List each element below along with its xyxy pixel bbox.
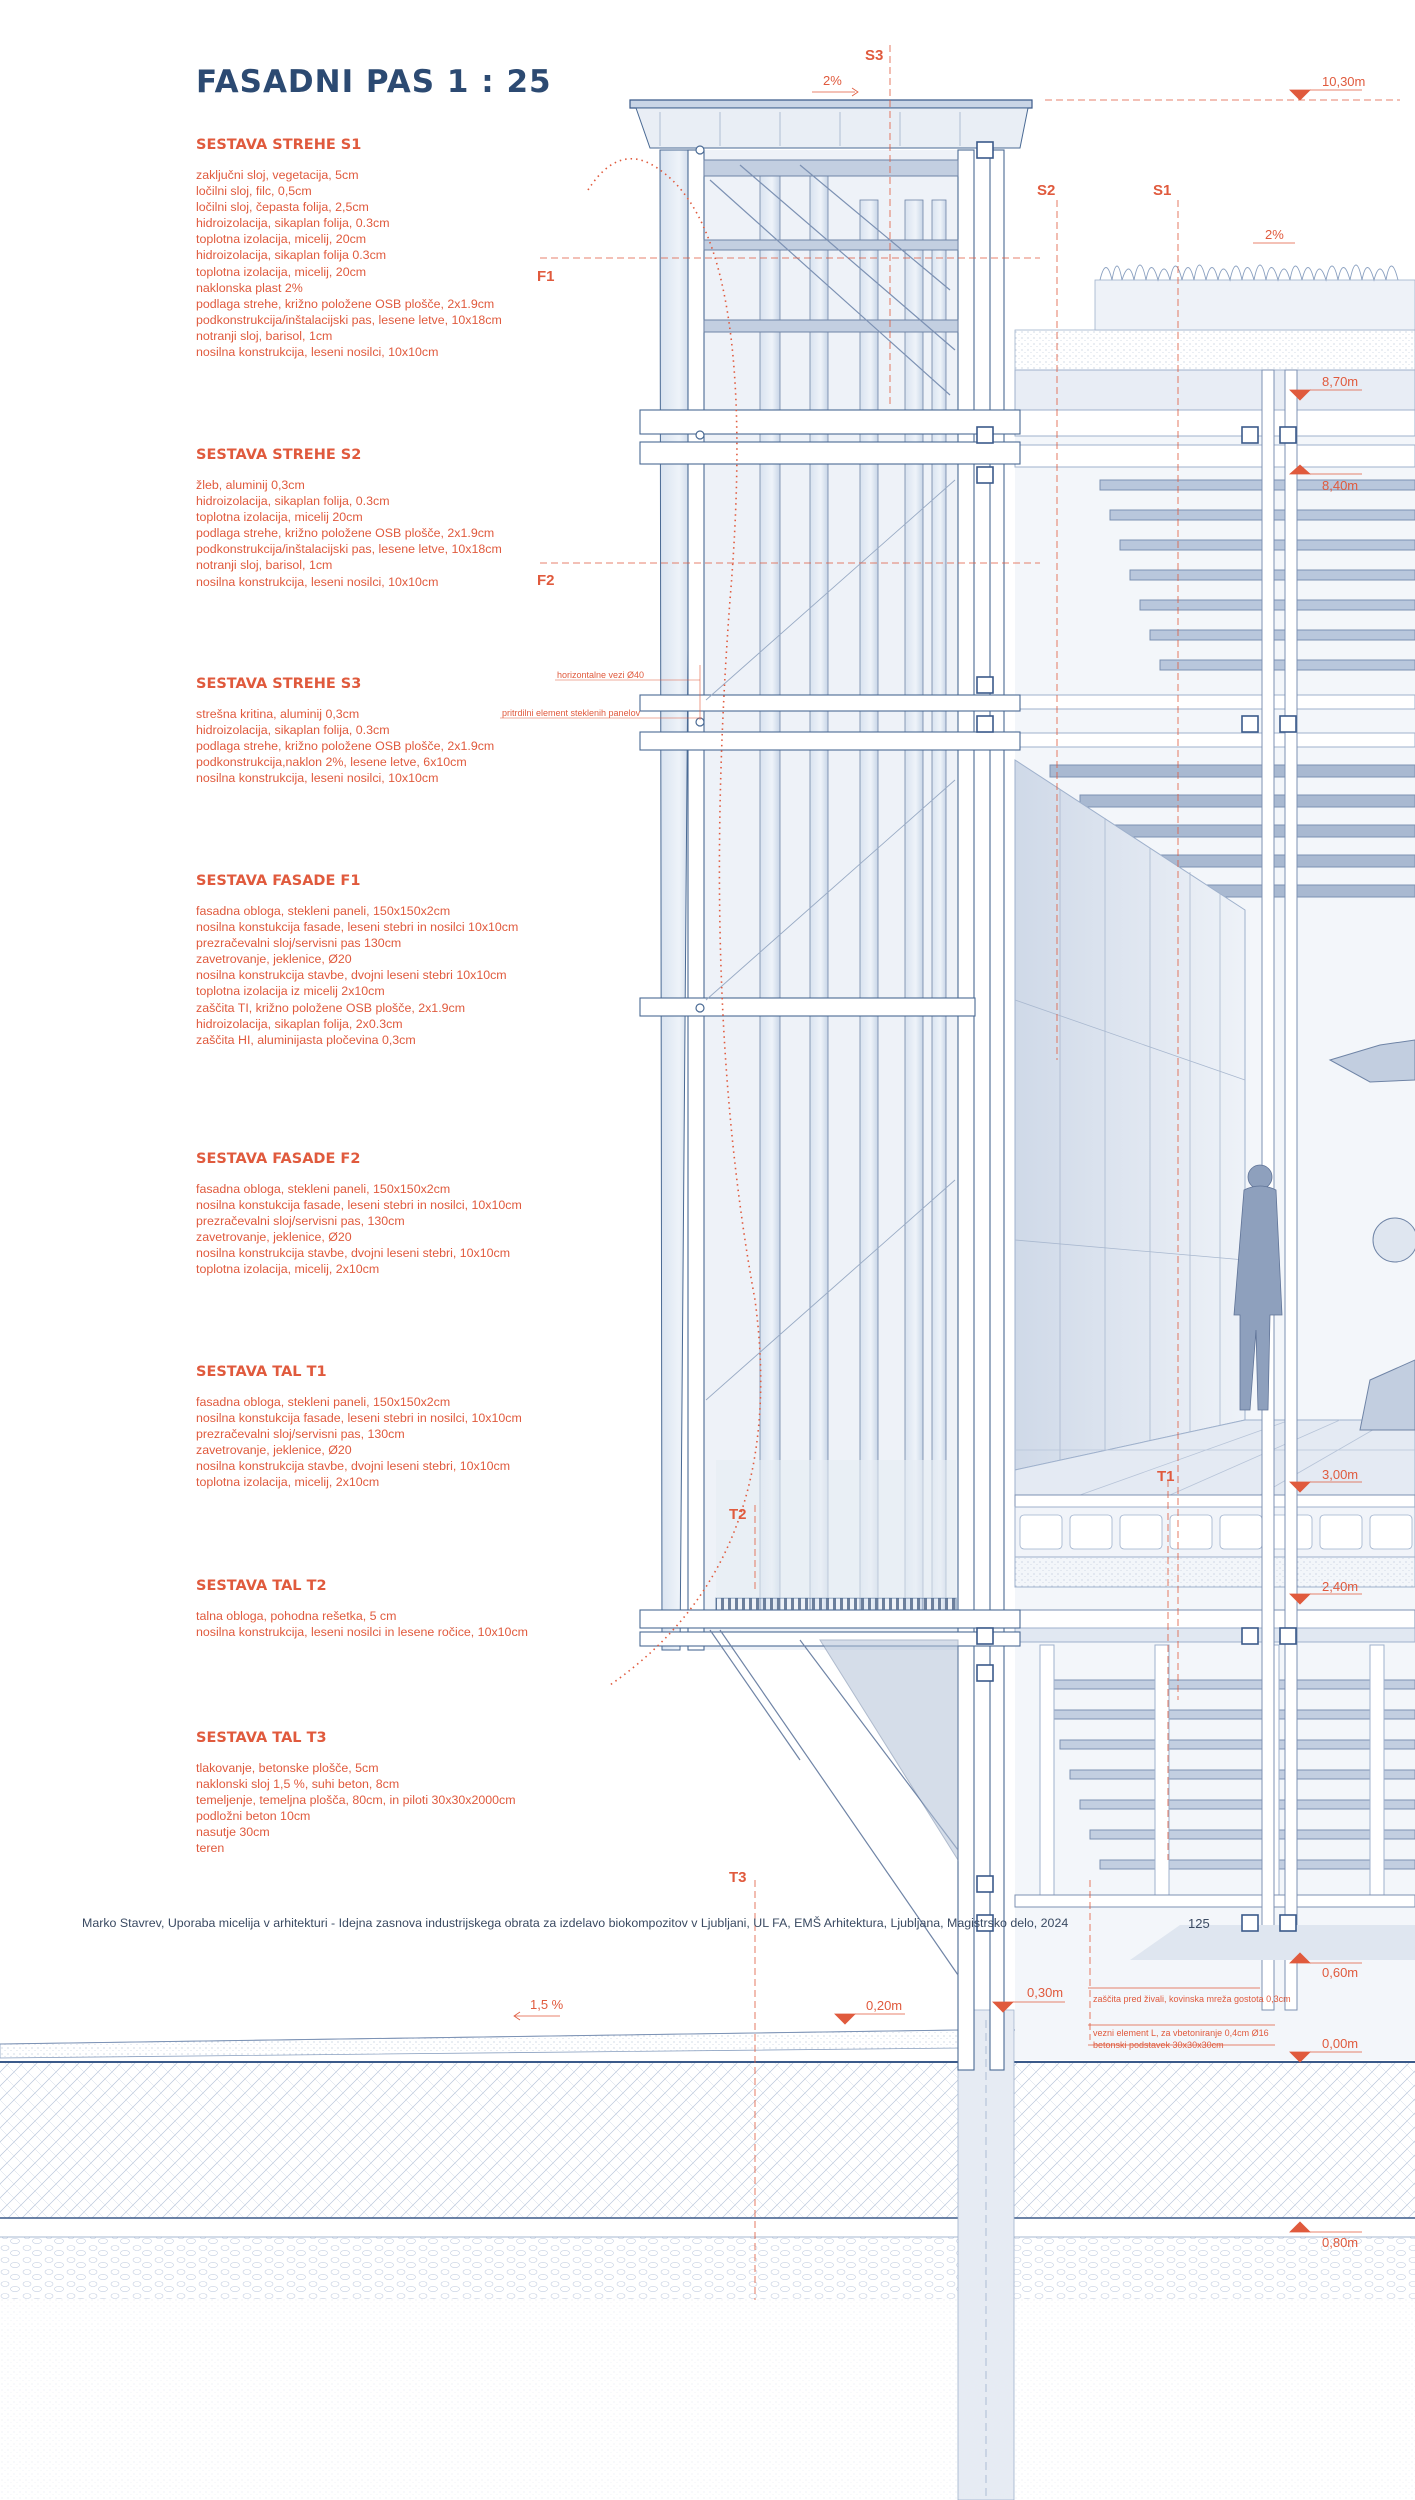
layer-item: zavetrovanje, jeklenice, Ø20 [196,1230,352,1245]
slope-top: 2% [823,73,842,88]
layer-item: fasadna obloga, stekleni paneli, 150x150x2cm [196,1395,451,1409]
layer-item: hidroizolacija, sikaplan folija, 0.3cm [196,723,390,738]
layer-item: toplotna izolacija, micelij, 2x10cm [196,1475,380,1490]
layer-item: zaščita TI, križno položene OSB plošče, 2x1.9cm [196,1000,466,1015]
slope-roof: 2% [1265,227,1284,242]
annotation-concrete-base: betonski podstavek 30x30x30cm [1093,2040,1224,2050]
layer-list-s3 [196,676,576,786]
layer-item: nosilna konstrukcija stavbe, dvojni leseni stebri, 10x10cm [196,1459,511,1474]
layer-items [196,1181,576,1278]
layer-item: nosilna konstukcija fasade, leseni stebri in nosilci, 10x10cm [196,1198,522,1213]
level-8-70: 8,70m [1322,374,1359,389]
layer-item: zavetrovanje, jeklenice, Ø20 [196,1443,352,1458]
layer-item: nosilna konstrukcija, leseni nosilci, 10x10cm [196,345,439,360]
layer-items [196,477,576,590]
slope-ground: 1,5 % [530,1997,564,2012]
layer-item: tlakovanje, betonske plošče, 5cm [196,1761,379,1775]
layer-item: podkonstrukcija/inštalacijski pas, lesene letve, 10x18cm [196,542,502,557]
layer-item: nosilna konstrukcija, leseni nosilci, 10x10cm [196,574,439,589]
marker-t2: T2 [729,1506,747,1523]
layer-item: toplotna izolacija, micelij 20cm [196,510,363,525]
section-heading: SESTAVA STREHE S2 [196,447,362,463]
layer-item: podkonstrukcija,naklon 2%, lesene letve, 6x10cm [196,755,467,770]
annotation-l-element: vezni element L, za vbetoniranje 0,4cm Ø16 [1093,2028,1269,2038]
section-heading: SESTAVA TAL T2 [196,1578,327,1594]
layer-items [196,1394,576,1491]
layer-items [196,1608,576,1640]
layer-item: teren [196,1841,225,1856]
layer-items [196,903,576,1048]
marker-s1: S1 [1153,182,1172,199]
level-0-30: 0,30m [1027,1985,1064,2000]
layer-item: hidroizolacija, sikaplan folija 0.3cm [196,248,387,263]
interior-structure [1015,265,1415,2060]
level-0-00: 0,00m [1322,2036,1359,2051]
layer-list-f1 [196,873,576,1048]
layer-item: strešna kritina, aluminij 0,3cm [196,707,360,721]
layer-list-s1 [196,137,576,360]
marker-t3: T3 [729,1869,747,1886]
marker-t1: T1 [1157,1468,1175,1485]
layer-item: zaščita HI, aluminijasta pločevina 0,3cm [196,1032,416,1047]
layer-item: nasutje 30cm [196,1825,270,1840]
layer-item: temeljenje, temeljna plošča, 80cm, in piloti 30x30x2000cm [196,1793,516,1808]
page-title: FASADNI PAS 1 : 25 [196,64,552,100]
footer-credit: Marko Stavrev, Uporaba micelija v arhitekturi - Idejna zasnova industrijskega obrata za izdelavo biokompozitov v Ljubljani, UL FA, EMŠ Arhitektura, Ljubljana, Magistrsko delo, 2024 [82,1916,1069,1930]
layer-item: notranji sloj, barisol, 1cm [196,328,333,343]
layer-list-t2 [196,1578,576,1640]
layer-item: ločilni sloj, filc, 0,5cm [196,184,312,199]
ground-layers [0,2010,1415,2500]
layer-item: notranji sloj, barisol, 1cm [196,558,333,573]
page-number: 125 [1188,1916,1210,1931]
layer-item: fasadna obloga, stekleni paneli, 150x150x2cm [196,1182,451,1196]
layer-item: prezračevalni sloj/servisni pas, 130cm [196,1214,405,1229]
layer-list-s2 [196,447,576,590]
marker-f2: F2 [537,572,555,589]
layer-item: nosilna konstukcija fasade, leseni stebri in nosilci, 10x10cm [196,1411,522,1426]
annotation-panel-fixing: pritrdilni element steklenih panelov [502,708,641,718]
layer-item: hidroizolacija, sikaplan folija, 2x0.3cm [196,1016,403,1031]
layer-item: podlaga strehe, križno položene OSB plošče, 2x1.9cm [196,296,495,311]
section-heading: SESTAVA TAL T3 [196,1730,327,1746]
layer-item: podložni beton 10cm [196,1809,311,1824]
layer-item: nosilna konstukcija fasade, leseni stebri in nosilci 10x10cm [196,920,519,935]
annotation-animal-protection: zaščita pred živali, kovinska mreža gostota 0,3cm [1093,1994,1291,2004]
layer-items [196,1760,576,1857]
layer-item: nosilna konstrukcija, leseni nosilci, 10x10cm [196,771,439,786]
layer-item: toplotna izolacija iz micelij 2x10cm [196,984,385,999]
layer-items [196,706,576,786]
layer-item: fasadna obloga, stekleni paneli, 150x150x2cm [196,904,451,918]
layer-item: hidroizolacija, sikaplan folija, 0.3cm [196,494,390,509]
layer-item: žleb, aluminij 0,3cm [196,478,305,492]
layer-item: ločilni sloj, čepasta folija, 2,5cm [196,200,369,215]
layer-item: toplotna izolacija, micelij, 20cm [196,264,367,279]
layer-item: podkonstrukcija/inštalacijski pas, lesene letve, 10x18cm [196,312,502,327]
section-heading: SESTAVA STREHE S1 [196,137,362,153]
marker-s2: S2 [1037,182,1056,199]
layer-list-t3 [196,1730,576,1857]
layer-item: zavetrovanje, jeklenice, Ø20 [196,952,352,967]
level-3-00: 3,00m [1322,1467,1359,1482]
layer-item: toplotna izolacija, micelij, 2x10cm [196,1262,380,1277]
section-heading: SESTAVA FASADE F2 [196,1151,361,1167]
section-heading: SESTAVA FASADE F1 [196,873,361,889]
layer-item: nosilna konstrukcija, leseni nosilci in lesene ročice, 10x10cm [196,1625,528,1640]
level-8-40: 8,40m [1322,478,1359,493]
layer-item: prezračevalni sloj/servisni pas, 130cm [196,1427,405,1442]
layer-item: naklonski sloj 1,5 %, suhi beton, 8cm [196,1777,400,1792]
level-10-30: 10,30m [1322,74,1366,89]
layer-item: nosilna konstrukcija stavbe, dvojni leseni stebri, 10x10cm [196,1246,511,1261]
level-0-20: 0,20m [866,1998,903,2013]
section-heading: SESTAVA STREHE S3 [196,676,362,692]
annotation-horizontal-ties: horizontalne vezi Ø40 [557,670,645,680]
layer-item: toplotna izolacija, micelij, 20cm [196,232,367,247]
section-heading: SESTAVA TAL T1 [196,1364,327,1380]
level-0-80: 0,80m [1322,2235,1359,2250]
layer-list-t1 [196,1364,576,1491]
layer-item: podlaga strehe, križno položene OSB plošče, 2x1.9cm [196,526,495,541]
layer-list-f2 [196,1151,576,1278]
layer-item: naklonska plast 2% [196,280,303,295]
level-0-60: 0,60m [1322,1965,1359,1980]
layer-items [196,167,576,360]
layer-item: nosilna konstrukcija stavbe, dvojni leseni stebri 10x10cm [196,968,507,983]
marker-s3: S3 [865,47,884,64]
level-2-40: 2,40m [1322,1579,1359,1594]
layer-item: podlaga strehe, križno položene OSB plošče, 2x1.9cm [196,739,495,754]
layer-item: zaključni sloj, vegetacija, 5cm [196,168,359,182]
layer-item: talna obloga, pohodna rešetka, 5 cm [196,1609,397,1623]
layer-item: hidroizolacija, sikaplan folija, 0.3cm [196,216,390,231]
layer-item: prezračevalni sloj/servisni pas 130cm [196,936,402,951]
marker-f1: F1 [537,268,555,285]
